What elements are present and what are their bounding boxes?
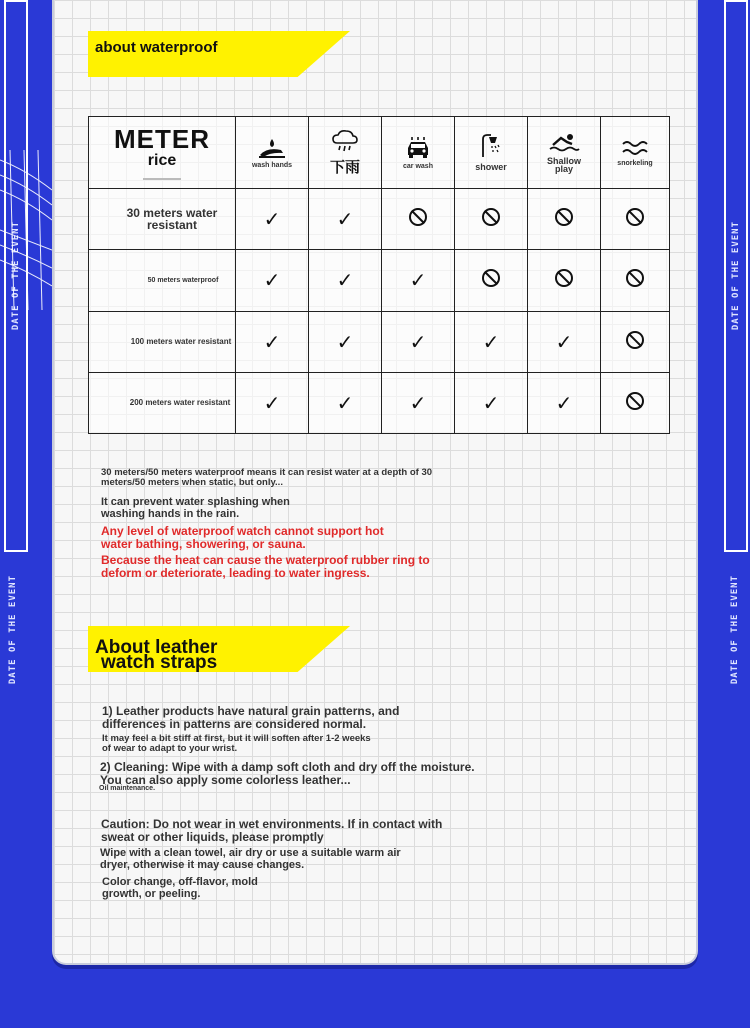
table-row bbox=[89, 373, 670, 434]
left-strip-text: DATE OF THE EVENT bbox=[11, 221, 21, 331]
wash-hands-icon bbox=[257, 137, 287, 159]
col-header-rain bbox=[309, 117, 382, 189]
cell-100m-wash-hands bbox=[236, 312, 309, 373]
row-label-50m: 50 meters waterproof bbox=[89, 250, 236, 312]
cell-100m-rain bbox=[309, 312, 382, 373]
cell-30m-shower bbox=[455, 189, 528, 250]
cell-200m-shower bbox=[455, 373, 528, 434]
cell-100m-shower bbox=[455, 312, 528, 373]
col-header-shower bbox=[455, 117, 528, 189]
corner-rice-label: rice bbox=[147, 151, 177, 169]
cell-200m-wash-hands bbox=[236, 373, 309, 434]
col-header-snorkeling bbox=[601, 117, 670, 189]
note-wipe: Wipe with a clean towel, air dry or use a suitable warm air dryer, otherwise it may cause changes. bbox=[100, 847, 401, 871]
check-icon: ✓ bbox=[555, 392, 573, 415]
right-lower-side-text: DATE OF THE EVENT bbox=[730, 575, 740, 685]
col-label-rain: 下雨 bbox=[329, 158, 360, 176]
table-header-row bbox=[89, 117, 670, 189]
col-header-shallow-play bbox=[528, 117, 601, 189]
note-caution: Caution: Do not wear in wet environments. If in contact with sweat or other liquids, please promptly bbox=[101, 817, 443, 844]
prohibited-icon bbox=[482, 269, 500, 287]
col-label-car-wash: car wash bbox=[403, 162, 433, 170]
cell-30m-shallow-play bbox=[528, 189, 601, 250]
check-icon: ✓ bbox=[263, 270, 281, 292]
cell-30m-wash-hands bbox=[236, 189, 309, 250]
corner-meter-label: METER bbox=[114, 123, 210, 154]
check-icon: ✓ bbox=[263, 208, 281, 231]
right-side-strip bbox=[724, 0, 748, 552]
waterproof-table bbox=[88, 116, 670, 434]
cell-200m-rain bbox=[309, 373, 382, 434]
section1-title: about waterproof bbox=[95, 39, 218, 56]
col-label-snorkeling: snorkeling bbox=[617, 159, 653, 167]
row-label-100m: 100 meters water resistant bbox=[89, 312, 236, 373]
section2-title-line2: watch straps bbox=[101, 652, 218, 673]
col-label-shallow-play: Shallow play bbox=[546, 155, 581, 174]
row-label-30m: 30 meters water resistant bbox=[89, 189, 236, 250]
cell-200m-shallow-play bbox=[528, 373, 601, 434]
cell-200m-snorkeling bbox=[601, 373, 670, 434]
cell-50m-rain bbox=[309, 250, 382, 312]
check-icon: ✓ bbox=[482, 392, 500, 415]
check-icon: ✓ bbox=[409, 270, 427, 292]
prohibited-icon bbox=[626, 208, 644, 226]
cell-100m-snorkeling bbox=[601, 312, 670, 373]
cell-50m-car-wash bbox=[382, 250, 455, 312]
check-icon: ✓ bbox=[336, 392, 354, 415]
check-icon: ✓ bbox=[409, 392, 427, 415]
note-oil: Oil maintenance. bbox=[99, 785, 156, 792]
cell-50m-shower bbox=[455, 250, 528, 312]
note-waterproof-depth: 30 meters/50 meters waterproof means it can resist water at a depth of 30 meters/50 meters when static, but only... bbox=[101, 467, 433, 488]
note-color-change: Color change, off-flavor, mold growth, or peeling. bbox=[102, 876, 258, 900]
table-row bbox=[89, 250, 670, 312]
shower-icon bbox=[479, 133, 503, 159]
col-label-wash-hands: wash hands bbox=[251, 161, 293, 169]
check-icon: ✓ bbox=[336, 331, 354, 354]
check-icon: ✓ bbox=[482, 331, 500, 354]
note-cleaning: 2) Cleaning: Wipe with a damp soft cloth and dry off the moisture. You can also apply some colorless leather... bbox=[100, 760, 475, 787]
prohibited-icon bbox=[482, 208, 500, 226]
table-row bbox=[89, 189, 670, 250]
cell-30m-car-wash bbox=[382, 189, 455, 250]
cell-30m-snorkeling bbox=[601, 189, 670, 250]
note-hot-water-warning: Any level of waterproof watch cannot support hot water bathing, showering, or sauna. bbox=[101, 524, 384, 551]
wire-grid-decoration bbox=[0, 150, 52, 310]
check-icon: ✓ bbox=[336, 270, 354, 292]
cell-50m-shallow-play bbox=[528, 250, 601, 312]
car-wash-icon bbox=[405, 136, 431, 160]
col-header-wash-hands bbox=[236, 117, 309, 189]
waves-icon bbox=[621, 139, 649, 157]
section2-title-line1: About leather bbox=[95, 637, 218, 658]
prohibited-icon bbox=[555, 269, 573, 287]
table-row bbox=[89, 312, 670, 373]
rain-cloud-icon bbox=[331, 129, 359, 153]
check-icon: ✓ bbox=[555, 331, 573, 354]
cell-100m-car-wash bbox=[382, 312, 455, 373]
cell-30m-rain bbox=[309, 189, 382, 250]
right-strip-text: DATE OF THE EVENT bbox=[731, 221, 741, 331]
prohibited-icon bbox=[409, 208, 427, 226]
check-icon: ✓ bbox=[336, 208, 354, 231]
check-icon: ✓ bbox=[263, 392, 281, 415]
col-header-car-wash bbox=[382, 117, 455, 189]
note-splash: It can prevent water splashing when washing hands in the rain. bbox=[101, 496, 290, 520]
note-grain: 1) Leather products have natural grain patterns, and differences in patterns are considered normal. bbox=[102, 704, 400, 731]
prohibited-icon bbox=[555, 208, 573, 226]
note-stiff: It may feel a bit stiff at first, but it will soften after 1-2 weeks of wear to adapt to your wrist. bbox=[102, 733, 371, 754]
swimmer-icon bbox=[548, 132, 580, 154]
check-icon: ✓ bbox=[409, 331, 427, 354]
cell-50m-wash-hands bbox=[236, 250, 309, 312]
row-label-200m: 200 meters water resistant bbox=[89, 373, 236, 434]
left-lower-side-text: DATE OF THE EVENT bbox=[8, 575, 18, 685]
col-label-shower: shower bbox=[475, 162, 507, 172]
cell-100m-shallow-play bbox=[528, 312, 601, 373]
prohibited-icon bbox=[626, 269, 644, 287]
cell-50m-snorkeling bbox=[601, 250, 670, 312]
check-icon: ✓ bbox=[263, 331, 281, 354]
note-heat-warning: Because the heat can cause the waterproof rubber ring to deform or deteriorate, leading to water ingress. bbox=[101, 553, 430, 580]
prohibited-icon bbox=[626, 331, 644, 349]
table-corner-cell bbox=[89, 117, 236, 189]
cell-200m-car-wash bbox=[382, 373, 455, 434]
prohibited-icon bbox=[626, 392, 644, 410]
corner-underline bbox=[143, 178, 181, 180]
